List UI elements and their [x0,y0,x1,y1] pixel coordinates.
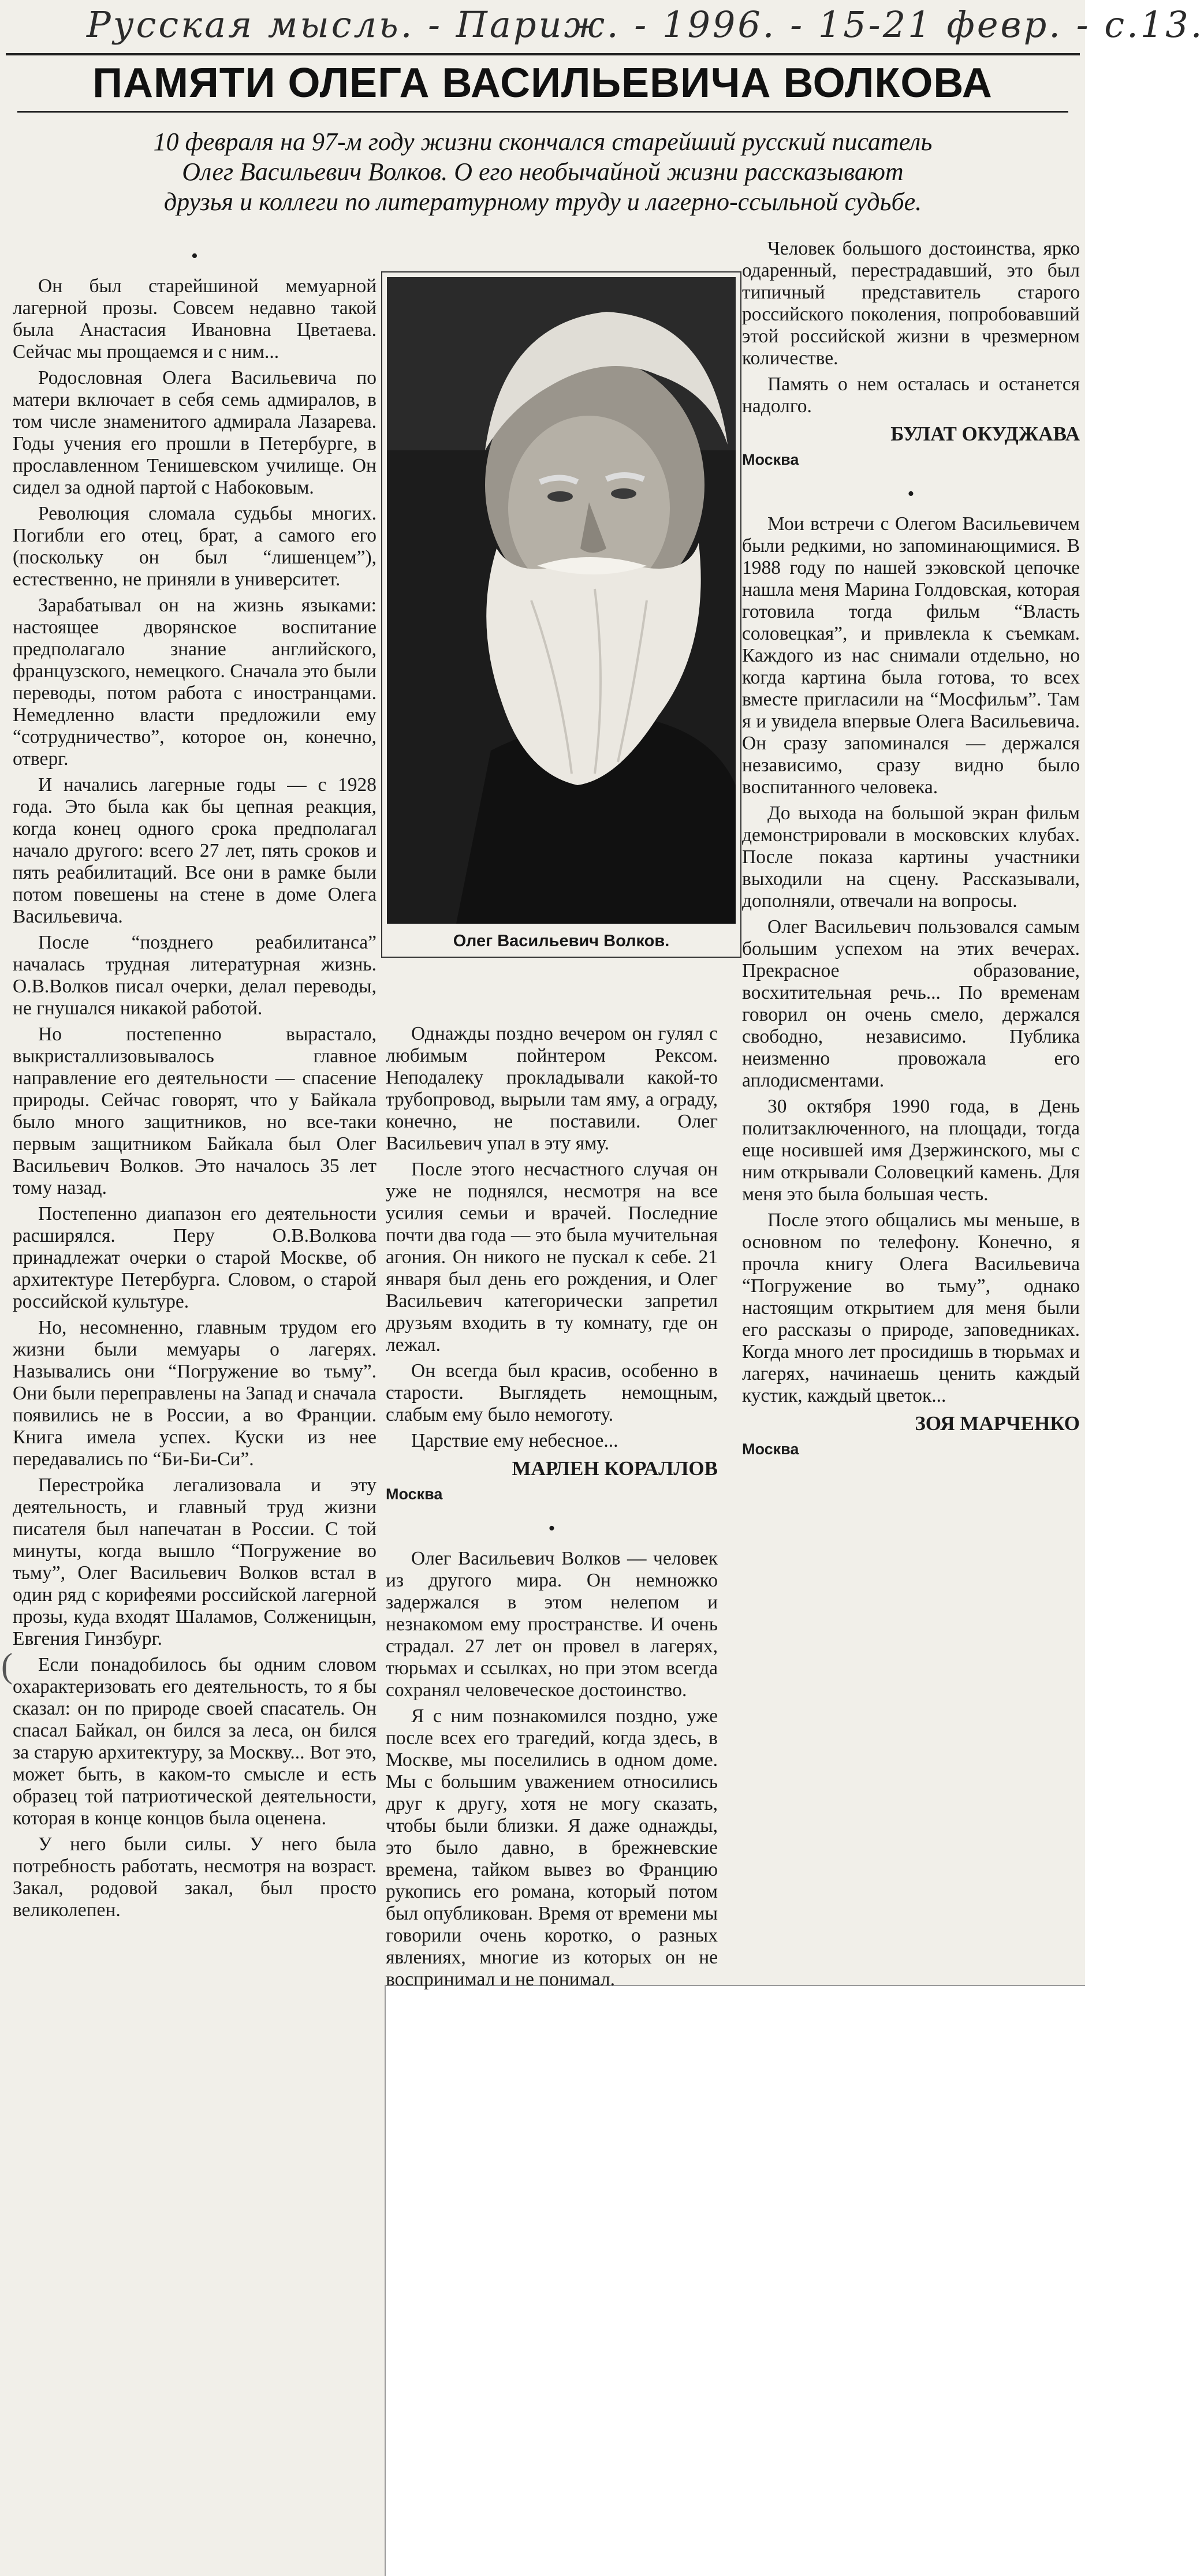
paragraph: Он всегда был красив, особенно в старости. Выглядеть немощным, слабым ему было немоготу. [386,1360,718,1425]
article-lead [58,127,1028,219]
margin-pencil-mark: ( [1,1647,13,1685]
paragraph: После “позднего реабилитанса” началась трудная литературная жизнь. О.В.Волков писал очерки, делал переводы, не гнушался никакой работой. [13,932,377,1019]
paragraph: 30 октября 1990 года, в День политзаключенного, на площади, тогда еще носившей имя Дзержинского, мы с ним открывали Соловецкий камень. Для меня это была большая честь. [742,1096,1080,1205]
paragraph: Он был старейшиной мемуарной лагерной прозы. Совсем недавно такой была Анастасия Ивановна Цветаева. Сейчас мы прощаемся и с ним... [13,275,377,363]
paragraph: У него были силы. У него была потребность работать, несмотря на возраст. Закал, родовой закал, был просто великолепен. [13,1834,377,1921]
author-signature: ЗОЯ МАРЧЕНКО [915,1412,1080,1435]
paragraph: Родословная Олега Васильевича по матери включает в себя семь адмиралов, в том числе знаменитого адмирала Лазарева. Годы учения его прошли в Петербурге, в прославленном Тенишевском училище. Он сидел за одной партой с Набоковым. [13,367,377,498]
paragraph: Память о нем осталась и останется надолго. [742,374,1080,417]
paragraph: Революция сломала судьбы многих. Погибли его отец, брат, а самого его (поскольку он был “лишенцем”), естественно, не приняли в университет. [13,503,377,590]
handwritten-citation: Русская мысль. - Париж. - 1996. - 15-21 февр. - с.13. [87,3,1204,46]
article-headline: ПАМЯТИ ОЛЕГА ВАСИЛЬЕВИЧА ВОЛКОВА [92,60,993,106]
paragraph: И начались лагерные годы — с 1928 года. Это была как бы цепная реакция, когда конец одного срока предполагал начало другого: всего 27 лет, пять сроков и пять реабилитаций. Все они в рамке были потом повешены на стене в доме Олега Васильевича. [13,774,377,927]
paragraph: Если понадобилось бы одним словом охарактеризовать его деятельность, то я бы сказал: он по природе своей спасатель. Он спасал Байкал, он бился за леса, он бился за старую архитектуру, за Москву... Вот это, может быть, в каком-то смысле и есть образец той патриотической деятельности, которая в конце концов была оценена. [13,1654,377,1829]
author-city: Москва [386,1485,443,1503]
author-city: Москва [742,1440,799,1458]
paragraph: Однажды поздно вечером он гулял с любимым пойнтером Рексом. Неподалеку прокладывали какой-то трубопровод, вырыли там яму, а ограду, конечно, не поставили. Олег Васильевич упал в эту яму. [386,1023,718,1154]
paragraph: Но постепенно вырастало, выкристаллизовывалось главное направление его деятельности — спасение природы. Сейчас говорят, что у Байкала было много защитников, но все-таки первым защитником Байкала был Олег Васильевич Волков. Это началось 35 лет тому назад. [13,1024,377,1199]
author-city: Москва [742,451,799,468]
paragraph: Царствие ему небесное... [411,1430,618,1451]
section-bullet: • [191,245,198,267]
paragraph: После этого несчастного случая он уже не поднялся, несмотря на все усилия семьи и врачей. Последние почти два года — это была мучительная агония. Он никого не пускал к себе. 21 января был день его рождения, и Олег Васильевич категорически запретил друзьям входить в ту комнату, где он лежал. [386,1159,718,1356]
lead-line: друзья и коллеги по литературному труду и лагерно-ссыльной судьбе. [163,188,922,216]
section-bullet: • [907,483,915,505]
paragraph: До выхода на большой экран фильм демонстрировали в московских клубах. После показа картины участники выходили на сцену. Рассказывали, дополняли, отвечали на вопросы. [742,802,1080,912]
paragraph: После этого общались мы меньше, в основном по телефону. Конечно, я прочла книгу Олега Васильевича “Погружение во тьму”, однако настоящим открытием для меня были его рассказы о природе, заповедниках. Когда много лет просидишь в тюрьмах и лагерях, начинаешь ценить каждый кустик, каждый цветок... [742,1209,1080,1406]
paragraph: Постепенно диапазон его деятельности расширялся. Перу О.В.Волкова принадлежат очерки о старой Москве, об архитектуре Петербурга. Словом, о старой российской культуре. [13,1203,377,1312]
lead-line: Олег Васильевич Волков. О его необычайной жизни рассказывают [182,158,904,186]
paragraph: Перестройка легализовала и эту деятельность, и главный труд жизни писателя был напечатан в России. С той минуты, когда вышло “Погружение во тьму”, Олег Васильевич Волков встал в один ряд с корифеями российской лагерной прозы, куда входят Шаламов, Солженицын, Евгения Гинзбург. [13,1474,377,1649]
portrait-photo-frame [381,271,741,958]
photo-caption: Олег Васильевич Волков. [453,932,670,950]
paragraph: Но, несомненно, главным трудом его жизни были мемуары о лагерях. Назывались они “Погружение во тьму”. Они были переправлены на Запад и сначала появились не в России, а во Франции. Книга имела успех. Куски из нее передавались по “Би-Би-Си”. [13,1317,377,1470]
clipping-cut-edge [385,1986,386,2576]
paragraph: Мои встречи с Олегом Васильевичем были редкими, но запоминающимися. В 1988 году по нашей зэковской цепочке нашла меня Марина Голдовская, которая готовила тогда фильм “Власть соловецкая”, и привлекла к съемкам. Каждого из нас снимали отдельно, но когда картина была готова, то всех вместе пригласили на “Мосфильм”. Там я и увидела впервые Олега Васильевича. Он сразу запоминался — держался независимо, сразу видно было воспитанного человека. [742,513,1080,798]
paragraph: Зарабатывал он на жизнь языками: настоящее дворянское воспитание предполагало знание английского, французского, немецкого. Сначала это были переводы, потом работа с иностранцами. Немедленно власти предложили ему “сотрудничество”, которое он, конечно, отверг. [13,595,377,770]
paragraph: Олег Васильевич пользовался самым большим успехом на этих вечерах. Прекрасное образование, восхитительная речь... По временам говорил он очень смело, держался свободно, независимо. Публика неизменно провожала его аплодисментами. [742,916,1080,1091]
section-bullet: • [548,1518,556,1539]
paragraph: Человек большого достоинства, ярко одаренный, перестрадавший, это был типичный представитель старого российского поколения, попробовавший этой российской жизни в чрезмерном количестве. [742,238,1080,369]
lead-line: 10 февраля на 97-м году жизни скончался старейший русский писатель [153,128,933,156]
author-signature: БУЛАТ ОКУДЖАВА [890,423,1080,445]
portrait-photo [387,277,736,924]
column-korallov-marchenko [742,238,1080,1981]
paragraph: Олег Васильевич Волков — человек из другого мира. Он немножко задержался в этом нелепом и незнакомом ему пространстве. И очень страдал. 27 лет он провел в лагерях, тюрьмах и ссылках, но при этом всегда сохранял человеческое достоинство. [386,1548,718,1701]
column-okudzhava-part1 [13,245,377,2572]
paragraph: Я с ним познакомился поздно, уже после всех его трагедий, когда здесь, в Москве, мы поселились в одном доме. Мы с большим уважением относились друг к другу, хотя не могу сказать, чтобы были близки. Я даже однажды, это было давно, в брежневские времена, тайком вывез во Францию рукопись его романа, который потом был опубликован. Время от времени мы говорили очень коротко, о разных явлениях, многие из которых он не воспринимал и не понимал. [386,1705,718,1990]
headline-rule [17,111,1068,113]
column-okudzhava-part2 [386,1023,718,1990]
author-signature: МАРЛЕН КОРАЛЛОВ [512,1457,718,1480]
top-rule [6,53,1080,55]
